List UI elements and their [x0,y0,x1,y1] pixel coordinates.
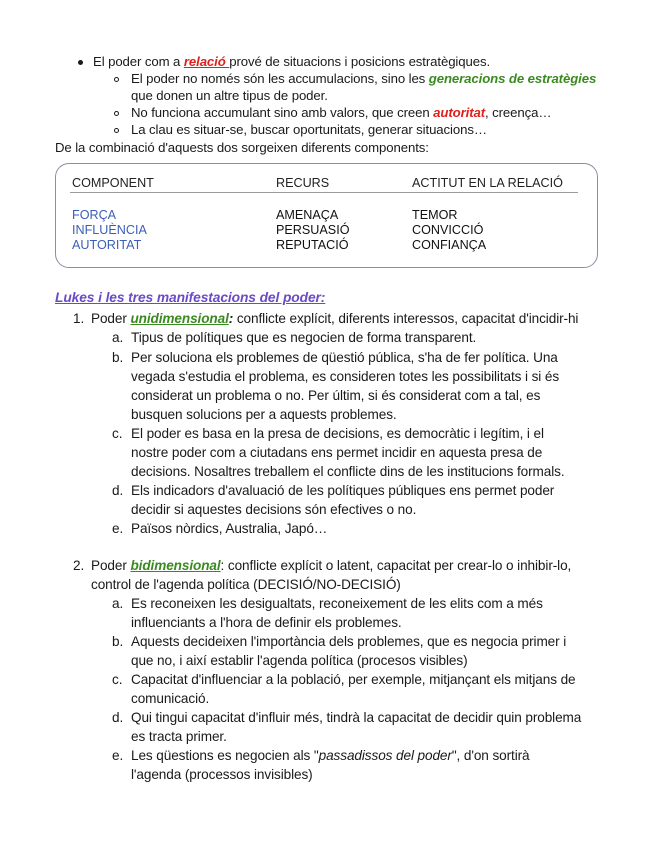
sub-item-text: busquen solucions per a aquests problemes. [131,407,397,422]
list-number: 1. [73,311,85,326]
sub-marker: a. [112,596,124,611]
table-cell-recurs: AMENAÇA [276,208,339,222]
sub-item-text: es tracta primer. [131,729,227,744]
sub-marker: e. [112,748,124,763]
text: prové de situacions i posicions estratègiques. [229,54,491,69]
table-cell-actitut: CONFIANÇA [412,238,487,252]
sub-marker: c. [112,672,123,687]
table-cell-recurs: REPUTACIÓ [276,238,349,252]
sub-item-text: nostre poder com a ciutadans ens permet incidir en aquesta presa de [131,445,543,460]
sub-item-text: El poder es basa en la presa de decisions, es democràtic i legítim, i el [131,426,544,441]
sub-bullet-circle [114,111,119,116]
sub-item-text: Aquests decideixen l'importància dels problemes, que es negocia primer i [131,634,567,649]
sub-bullet-circle [114,128,119,133]
sub-marker: d. [112,483,124,498]
text: Les qüestions es negocien als " [131,748,319,763]
table-header-rule [70,192,578,193]
list-number: 2. [73,558,85,573]
sub-item-text: Tipus de polítiques que es negocien de forma transparent. [131,330,477,345]
sub-item-text: Capacitat d'influenciar a la població, per exemple, mitjançant els mitjans de [131,672,576,687]
item-unidimensional [91,309,578,328]
sub-item-text: influenciants a l'hora de definir els problemes. [131,615,402,630]
table-header-recurs: RECURS [276,176,330,190]
sub-bullet-generacions-cont: que donen un altre tipus de poder. [131,88,328,103]
sub-bullet-generacions [131,70,596,87]
table-header-actitut: ACTITUT EN LA RELACIÓ [412,176,563,190]
text: , creença… [485,105,552,120]
bullet-dot [78,60,83,65]
keyword-autoritat: autoritat [433,105,486,120]
keyword-relacio: relació [183,54,230,69]
sub-bullet-clau: La clau es situar-se, buscar oportunitats, generar situacions… [131,122,487,137]
sub-marker: e. [112,521,124,536]
sub-item-text: Els indicadors d'avaluació de les polítiques públiques ens permet poder [131,483,555,498]
text: El poder no només són les accumulacions, sino les [131,71,429,86]
sub-marker: b. [112,634,124,649]
bullet-relacio [93,53,490,70]
text: ", d'on sortirà [451,748,530,763]
sub-item-text: decisions. Nosaltres treballem el conflicte dins de les institucions formals. [131,464,565,479]
text: Poder [91,558,131,573]
sub-item-passadissos [131,746,530,765]
sub-item-text: comunicació. [131,691,210,706]
table-cell-component: FORÇA [72,208,117,222]
sub-bullet-circle [114,77,119,82]
text: conflicte explícit, diferents interessos, capacitat d'incidir-hi [233,311,579,326]
sub-bullet-autoritat [131,104,551,121]
table-cell-recurs: PERSUASIÓ [276,223,350,237]
sub-item-text: que no, i així establir l'agenda política (procesos visibles) [131,653,468,668]
item-bidimensional [91,556,571,575]
combo-line: De la combinació d'aquests dos sorgeixen diferents components: [55,140,429,155]
text: : [228,311,234,326]
italic-passadissos: passadissos del poder [318,748,452,763]
sub-item-text: Es reconeixen les desigualtats, reconeixement de les elits com a més [131,596,543,611]
sub-marker: c. [112,426,123,441]
sub-marker: a. [112,330,124,345]
text: El poder com a [93,54,184,69]
sub-item-text: decidir si aquestes decisions són efectives o no. [131,502,417,517]
text: : conflicte explícit o latent, capacitat per crear-lo o inhibir-lo, [220,558,572,573]
text: Poder [91,311,131,326]
sub-item-text: Qui tingui capacitat d'influir més, tindrà la capacitat de decidir quin problema [131,710,582,725]
sub-item-text: vegada s'estudia el problema, es consideren totes les possibilitats i si és [131,369,560,384]
table-cell-component: AUTORITAT [72,238,142,252]
sub-item-text: Països nòrdics, Australia, Japó… [131,521,328,536]
item-bidimensional-cont: control de l'agenda política (DECISIÓ/NO-DECISIÓ) [91,577,401,592]
sub-marker: d. [112,710,124,725]
sub-marker: b. [112,350,124,365]
table-cell-actitut: CONVICCIÓ [412,223,484,237]
table-header-component: COMPONENT [72,176,154,190]
text: No funciona accumulant sino amb valors, que creen [131,105,434,120]
keyword-unidimensional: unidimensional [130,311,229,326]
table-cell-component: INFLUÈNCIA [72,223,147,237]
keyword-generacions: generacions de estratègies [428,71,597,86]
keyword-bidimensional: bidimensional [130,558,221,573]
sub-item-text: Per soluciona els problemes de qüestió pública, s'ha de fer política. Una [131,350,558,365]
table-cell-actitut: TEMOR [412,208,458,222]
sub-item-text: l'agenda (processos invisibles) [131,767,313,782]
section-heading: Lukes i les tres manifestacions del poder: [55,290,326,305]
sub-item-text: considerat un problema o no. Per últim, si és considerat com a tal, es [131,388,541,403]
